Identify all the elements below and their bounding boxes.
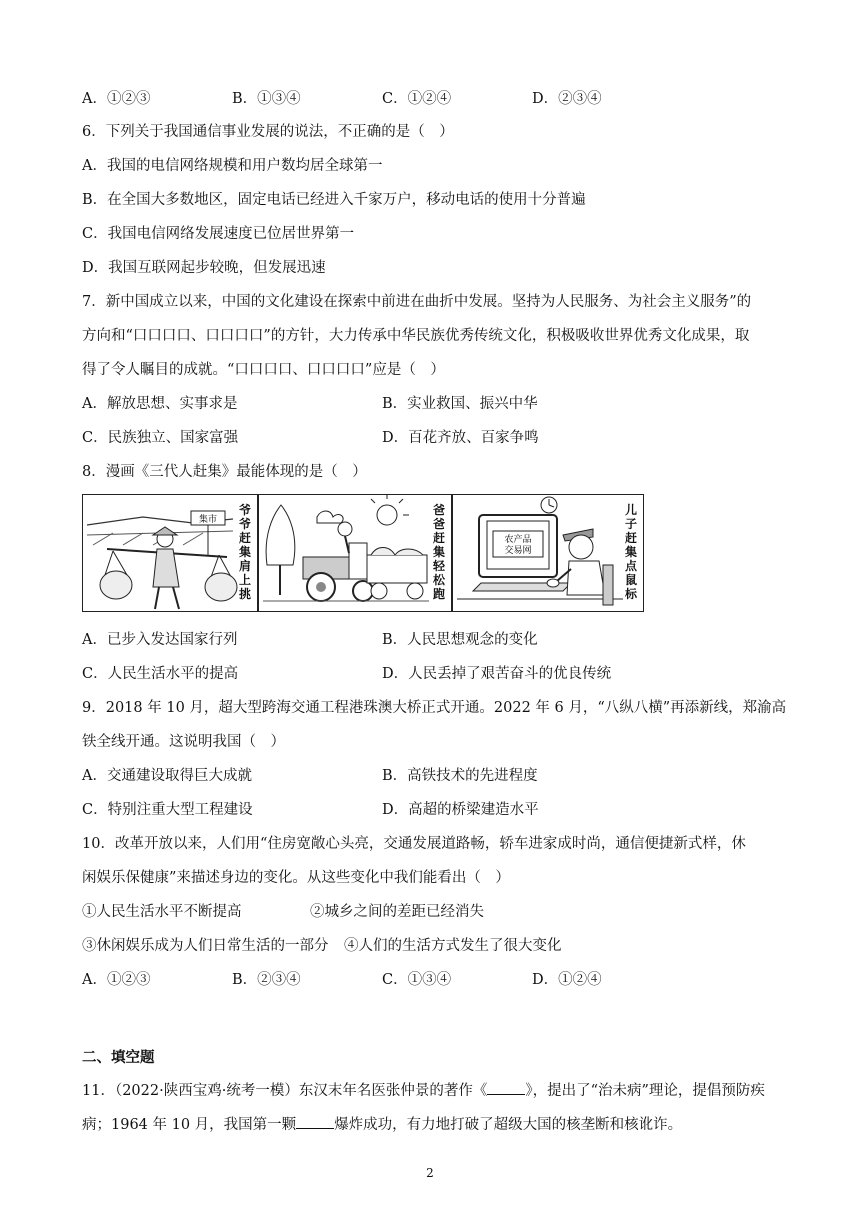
q9-options-row1 xyxy=(82,766,782,786)
q10-options xyxy=(82,970,782,990)
q10-option-a: A．①②③ xyxy=(82,972,151,988)
q10-option-d: D．①②④ xyxy=(532,972,602,988)
q7-option-b: B．实业救国、振兴中华 xyxy=(382,396,538,412)
q5-option-a: A．①②③ xyxy=(82,91,151,107)
q10-statement-4: ④人们的生活方式发生了很大变化 xyxy=(344,938,562,954)
q8-options-row2 xyxy=(82,664,782,684)
q11-line2-post: 爆炸成功，有力地打破了超级大国的核垄断和核讹诈。 xyxy=(334,1117,683,1133)
q11-line2 xyxy=(82,1114,682,1135)
q7-option-a: A．解放思想、实事求是 xyxy=(82,396,238,412)
q9-option-c: C．特别注重大型工程建设 xyxy=(82,802,253,818)
screen-text-line1: 农产品 xyxy=(504,535,532,545)
q6-option-b: B．在全国大多数地区，固定电话已经进入千家万户，移动电话的使用十分普遍 xyxy=(82,192,586,208)
q8-stem: 8．漫画《三代人赶集》最能体现的是（ ） xyxy=(82,464,367,480)
q10-stem-line1: 10．改革开放以来，人们用“住房宽敞心头亮，交通发展道路畅，轿车进家成时尚，通信便捷新式样，休 xyxy=(82,836,746,852)
grandfather-illustration xyxy=(83,495,258,612)
q8-option-b: B．人民思想观念的变化 xyxy=(382,632,538,648)
q7-options-row1 xyxy=(82,394,782,414)
q9-option-a: A．交通建设取得巨大成就 xyxy=(82,768,252,784)
q5-options xyxy=(82,89,782,109)
q7-options-row2 xyxy=(82,428,782,448)
q11-blank-2[interactable] xyxy=(296,1114,334,1129)
q7-option-d: D．百花齐放、百家争鸣 xyxy=(382,430,539,446)
q8-comic xyxy=(82,494,644,612)
q7-option-c: C．民族独立、国家富强 xyxy=(82,430,239,446)
section-title-fill-in: 二、填空题 xyxy=(82,1050,155,1066)
q7-stem-line2: 方向和“口口口口、口口口口”的方针，大力传承中华民族优秀传统文化，积极吸收世界优秀文化成果，取 xyxy=(82,328,750,344)
q6-option-a: A．我国的电信网络规模和用户数均居全球第一 xyxy=(82,158,383,174)
q10-option-b: B．②③④ xyxy=(232,972,301,988)
panel1-caption: 爷爷赶集肩上挑 xyxy=(238,503,251,601)
page-number: 2 xyxy=(426,1166,434,1180)
son-illustration xyxy=(453,495,644,612)
q8-options-row1 xyxy=(82,630,782,650)
q9-options-row2 xyxy=(82,800,782,820)
q10-statement-3: ③休闲娱乐成为人们日常生活的一部分 xyxy=(82,938,329,954)
q8-option-c: C．人民生活水平的提高 xyxy=(82,666,239,682)
q6-option-d: D．我国互联网起步较晚，但发展迅速 xyxy=(82,260,326,276)
q11-text-pre: 11．（2022·陕西宝鸡·统考一模）东汉末年名医张仲景的著作《 xyxy=(82,1083,488,1099)
q9-stem-line2: 铁全线开通。这说明我国（ ） xyxy=(82,734,285,750)
q6-stem: 6．下列关于我国通信事业发展的说法，不正确的是（ ） xyxy=(82,124,454,140)
q11-text-mid: 》，提出了“治未病”理论，提倡预防疾 xyxy=(525,1083,765,1099)
q9-stem-line1: 9．2018 年 10 月，超大型跨海交通工程港珠澳大桥正式开通。2022 年 6 月，“八纵八横”再添新线，郑渝高 xyxy=(82,700,787,716)
father-illustration xyxy=(259,495,452,612)
q10-statements-row2 xyxy=(82,936,782,956)
q7-stem-line3: 得了令人瞩目的成就。“口口口口、口口口口”应是（ ） xyxy=(82,362,445,378)
q10-statements-row1 xyxy=(82,902,782,922)
q5-option-d: D．②③④ xyxy=(532,91,602,107)
panel2-caption: 爸爸赶集轻松跑 xyxy=(432,503,445,601)
screen-text-line2: 交易网 xyxy=(504,546,532,556)
q10-stem-line2: 闲娱乐保健康”来描述身边的变化。从这些变化中我们能看出（ ） xyxy=(82,870,510,886)
q6-option-c: C．我国电信网络发展速度已位居世界第一 xyxy=(82,226,355,242)
comic-panel-son xyxy=(452,494,644,612)
q8-option-d: D．人民丢掉了艰苦奋斗的优良传统 xyxy=(382,666,612,682)
q8-option-a: A．已步入发达国家行列 xyxy=(82,632,238,648)
market-sign: 集市 xyxy=(198,515,218,525)
q5-option-b: B．①③④ xyxy=(232,91,301,107)
q11-line2-pre: 病；1964 年 10 月，我国第一颗 xyxy=(82,1117,297,1133)
q7-stem-line1: 7．新中国成立以来，中国的文化建设在探索中前进在曲折中发展。坚持为人民服务、为社会主义服务”的 xyxy=(82,294,752,310)
panel3-caption: 儿子赶集点鼠标 xyxy=(624,503,637,601)
q10-statement-2: ②城乡之间的差距已经消失 xyxy=(310,904,484,920)
q11-line1 xyxy=(82,1080,765,1101)
q10-option-c: C．①③④ xyxy=(382,972,452,988)
q9-option-d: D．高超的桥梁建造水平 xyxy=(382,802,539,818)
comic-panel-grandfather xyxy=(82,494,258,612)
q5-option-c: C．①②④ xyxy=(382,91,452,107)
comic-panel-father xyxy=(258,494,452,612)
q10-statement-1: ①人民生活水平不断提高 xyxy=(82,904,242,920)
q11-blank-1[interactable] xyxy=(487,1080,525,1095)
q9-option-b: B．高铁技术的先进程度 xyxy=(382,768,538,784)
